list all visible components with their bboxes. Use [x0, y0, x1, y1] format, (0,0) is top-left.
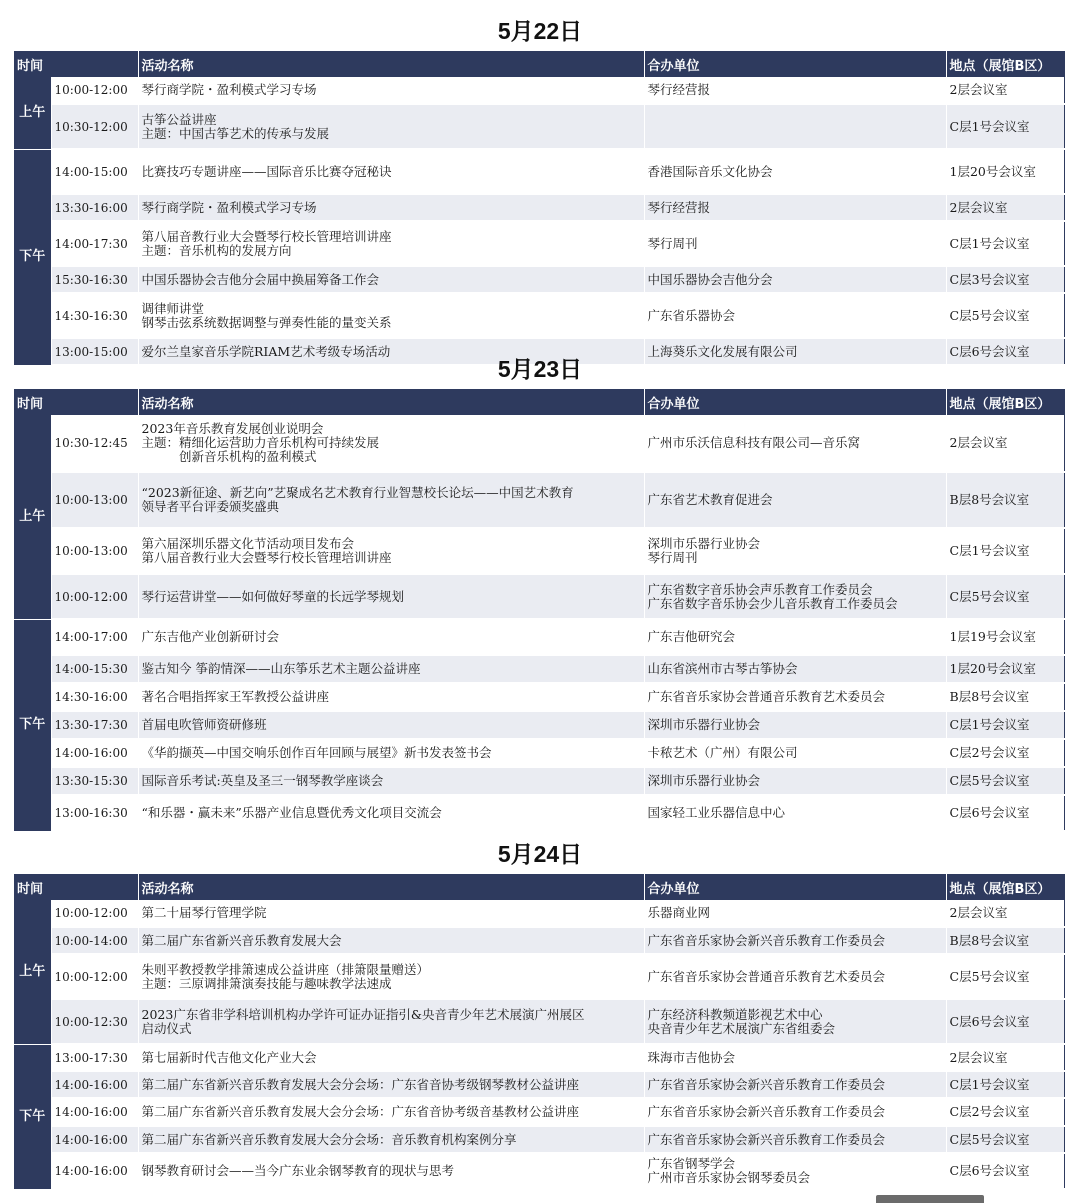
location-cell: C层2号会议室	[946, 739, 1064, 767]
location-cell: 2层会议室	[946, 194, 1064, 221]
table-row	[14, 293, 1064, 338]
activity-line: 琴行商学院・盈利模式学习专场	[141, 199, 317, 215]
organizer-line: 深圳市乐器行业协会	[647, 536, 761, 551]
activity-line: “和乐器・赢未来”乐器产业信息暨优秀文化项目交流会	[141, 805, 442, 820]
activity-line: 第八届音教行业大会暨琴行校长管理培训讲座	[141, 228, 392, 244]
organizer-cell	[644, 1044, 946, 1071]
organizer-line: 广东省音乐家协会普通音乐教育艺术委员会	[647, 968, 886, 984]
organizer-line: 广东省音乐家协会新兴音乐教育工作委员会	[647, 932, 886, 948]
activity-line: 比赛技巧专题讲座——国际音乐比赛夺冠秘诀	[141, 163, 392, 179]
organizer-cell	[644, 1126, 946, 1153]
table-row	[14, 954, 1064, 999]
organizer-cell	[644, 954, 946, 999]
organizer-cell	[644, 415, 946, 472]
location-cell: B层8号会议室	[946, 683, 1064, 711]
activity-line: “2023新征途、新艺向”艺聚成名艺术教育行业智慧校长论坛——中国艺术教育	[141, 485, 574, 500]
time-cell: 15:30-16:30	[51, 266, 138, 293]
organizer-line: 广州市音乐家协会钢琴委员会	[647, 1170, 811, 1185]
activity-cell	[138, 1126, 644, 1153]
activity-line: 第二届广东省新兴音乐教育发展大会分会场：音乐教育机构案例分享	[141, 1131, 517, 1147]
day-title-1: 5月22日	[497, 18, 583, 44]
activity-cell	[138, 711, 644, 739]
location-cell: C层6号会议室	[946, 795, 1064, 831]
header-location: 地点（展馆B区）	[946, 389, 1064, 415]
table-header-row	[14, 51, 1064, 77]
table-row	[14, 999, 1064, 1044]
location-cell: B层8号会议室	[946, 472, 1064, 528]
organizer-cell	[644, 999, 946, 1044]
period-label: 下午	[14, 149, 51, 365]
activity-cell	[138, 104, 644, 149]
organizer-line: 国家轻工业乐器信息中心	[647, 805, 786, 820]
table-row	[14, 739, 1064, 767]
organizer-cell	[644, 574, 946, 619]
header-activity: 活动名称	[138, 874, 644, 900]
organizer-line: 琴行经营报	[647, 82, 711, 97]
header-organizer: 合办单位	[644, 389, 946, 415]
organizer-line: 央音青少年艺术展演广东省组委会	[647, 1020, 836, 1036]
activity-line: 琴行商学院・盈利模式学习专场	[141, 82, 317, 97]
location-cell: C层1号会议室	[946, 711, 1064, 739]
period-label: 上午	[14, 415, 51, 619]
activity-cell	[138, 655, 644, 683]
table-row	[14, 900, 1064, 927]
time-cell: 13:00-16:30	[51, 795, 138, 831]
activity-cell	[138, 77, 644, 104]
header-time: 时间	[14, 874, 138, 900]
activity-line: 第二十届琴行管理学院	[141, 905, 267, 920]
table-row	[14, 221, 1064, 266]
time-cell: 14:30-16:30	[51, 293, 138, 338]
time-cell: 10:00-12:30	[51, 999, 138, 1044]
location-cell: C层1号会议室	[946, 221, 1064, 266]
organizer-cell	[644, 266, 946, 293]
organizer-line: 广东省钢琴学会	[647, 1156, 736, 1171]
activity-cell	[138, 293, 644, 338]
table-row	[14, 194, 1064, 221]
organizer-cell	[644, 1153, 946, 1189]
time-cell: 10:30-12:45	[51, 415, 138, 472]
activity-cell	[138, 739, 644, 767]
activity-cell	[138, 767, 644, 795]
organizer-line: 深圳市乐器行业协会	[647, 773, 761, 788]
time-cell: 10:00-12:00	[51, 574, 138, 619]
activity-line: 《华韵撷英—中国交响乐创作百年回顾与展望》新书发表签书会	[141, 745, 492, 760]
activity-cell	[138, 1153, 644, 1189]
activity-cell	[138, 1098, 644, 1126]
activity-cell	[138, 574, 644, 619]
organizer-cell	[644, 221, 946, 266]
time-cell: 10:00-13:00	[51, 472, 138, 528]
table-row	[14, 528, 1064, 574]
time-cell: 13:00-17:30	[51, 1044, 138, 1071]
time-cell: 13:30-17:30	[51, 711, 138, 739]
location-cell: B层8号会议室	[946, 927, 1064, 954]
activity-line: 国际音乐考试:英皇及圣三一钢琴教学座谈会	[141, 773, 384, 788]
activity-line: 第二届广东省新兴音乐教育发展大会	[141, 932, 342, 948]
organizer-cell	[644, 711, 946, 739]
location-cell: 1层19号会议室	[946, 619, 1064, 655]
activity-line: 中国乐器协会吉他分会届中换届筹备工作会	[141, 271, 380, 287]
organizer-line: 上海葵乐文化发展有限公司	[647, 343, 798, 359]
activity-cell	[138, 472, 644, 528]
location-cell: C层6号会议室	[946, 1153, 1064, 1189]
organizer-cell	[644, 927, 946, 954]
location-cell: C层1号会议室	[946, 1071, 1064, 1098]
header-location: 地点（展馆B区）	[946, 51, 1064, 77]
time-cell: 14:00-16:00	[51, 1098, 138, 1126]
location-cell: C层1号会议室	[946, 104, 1064, 149]
activity-line: 主题：三原调排箫演奏技能与趣味教学法速成	[141, 975, 392, 991]
activity-cell	[138, 900, 644, 927]
location-cell: 2层会议室	[946, 77, 1064, 104]
table-row	[14, 711, 1064, 739]
time-cell: 13:30-15:30	[51, 767, 138, 795]
time-cell: 10:00-13:00	[51, 528, 138, 574]
activity-cell	[138, 528, 644, 574]
organizer-line: 乐器商业网	[647, 905, 711, 920]
location-cell: C层5号会议室	[946, 1126, 1064, 1153]
activity-line: 爱尔兰皇家音乐学院RIAM艺术考级专场活动	[141, 343, 391, 359]
table-header-row	[14, 389, 1064, 415]
table-row	[14, 77, 1064, 104]
period-label: 上午	[14, 77, 51, 149]
activity-line: 琴行运营讲堂——如何做好琴童的长远学琴规划	[141, 588, 405, 604]
activity-cell	[138, 149, 644, 194]
organizer-line: 香港国际音乐文化协会	[647, 163, 773, 179]
organizer-line: 山东省滨州市古琴古筝协会	[647, 661, 798, 676]
activity-line: 钢琴击弦系统数据调整与弹奏性能的量变关系	[141, 314, 392, 330]
organizer-line: 琴行经营报	[647, 199, 711, 215]
location-cell: 2层会议室	[946, 900, 1064, 927]
activity-cell	[138, 266, 644, 293]
activity-cell	[138, 999, 644, 1044]
time-cell: 10:00-12:00	[51, 954, 138, 999]
header-time: 时间	[14, 389, 138, 415]
header-activity: 活动名称	[138, 389, 644, 415]
time-cell: 10:00-14:00	[51, 927, 138, 954]
table-row	[14, 1153, 1064, 1189]
time-cell: 14:00-16:00	[51, 1126, 138, 1153]
location-cell: C层2号会议室	[946, 1098, 1064, 1126]
organizer-line: 广东省音乐家协会新兴音乐教育工作委员会	[647, 1076, 886, 1092]
table-row	[14, 266, 1064, 293]
organizer-cell	[644, 104, 946, 149]
watermark-logo	[876, 1195, 984, 1203]
table-row	[14, 795, 1064, 831]
table-header-row	[14, 874, 1064, 900]
organizer-cell	[644, 795, 946, 831]
location-cell: C层6号会议室	[946, 999, 1064, 1044]
activity-line: 创新音乐机构的盈利模式	[141, 449, 317, 464]
activity-line: 钢琴教育研讨会——当今广东业余钢琴教育的现状与思考	[141, 1163, 455, 1178]
organizer-line: 广东省音乐家协会新兴音乐教育工作委员会	[647, 1104, 886, 1119]
organizer-line: 卡秾艺术（广州）有限公司	[647, 745, 798, 760]
activity-line: 古筝公益讲座	[141, 111, 217, 127]
activity-line: 主题：中国古筝艺术的传承与发展	[141, 125, 330, 141]
table-row	[14, 415, 1064, 472]
header-time: 时间	[14, 51, 138, 77]
activity-cell	[138, 194, 644, 221]
table-row	[14, 683, 1064, 711]
organizer-line: 广州市乐沃信息科技有限公司—音乐窝	[647, 435, 861, 450]
organizer-cell	[644, 655, 946, 683]
location-cell: C层5号会议室	[946, 574, 1064, 619]
organizer-line: 深圳市乐器行业协会	[647, 717, 761, 732]
day-title-3: 5月24日	[497, 841, 583, 867]
activity-line: 第六届深圳乐器文化节活动项目发布会	[141, 536, 355, 551]
location-cell: 2层会议室	[946, 415, 1064, 472]
location-cell: 2层会议室	[946, 1044, 1064, 1071]
table-row	[14, 149, 1064, 194]
organizer-cell	[644, 900, 946, 927]
activity-cell	[138, 1071, 644, 1098]
organizer-line: 广东经济科教频道影视艺术中心	[647, 1006, 823, 1022]
activity-line: 启动仪式	[141, 1020, 192, 1036]
time-cell: 14:00-15:30	[51, 655, 138, 683]
table-row	[14, 1071, 1064, 1098]
organizer-line: 珠海市吉他协会	[647, 1049, 736, 1065]
activity-line: 第七届新时代吉他文化产业大会	[141, 1049, 317, 1065]
location-cell: C层3号会议室	[946, 266, 1064, 293]
table-row	[14, 472, 1064, 528]
activity-line: 鉴古知今 筝韵情深——山东筝乐艺术主题公益讲座	[141, 661, 421, 676]
organizer-cell	[644, 293, 946, 338]
location-cell: C层5号会议室	[946, 954, 1064, 999]
table-row	[14, 655, 1064, 683]
time-cell: 14:00-17:30	[51, 221, 138, 266]
schedule-table-day-2	[14, 389, 1065, 832]
table-row	[14, 104, 1064, 149]
organizer-cell	[644, 472, 946, 528]
time-cell: 13:30-16:00	[51, 194, 138, 221]
location-cell: C层1号会议室	[946, 528, 1064, 574]
activity-line: 广东吉他产业创新研讨会	[141, 629, 280, 644]
activity-line: 领导者平台评委颁奖盛典	[141, 499, 280, 514]
activity-cell	[138, 927, 644, 954]
activity-cell	[138, 1044, 644, 1071]
period-label: 上午	[14, 900, 51, 1044]
time-cell: 10:00-12:00	[51, 900, 138, 927]
location-cell: 1层20号会议室	[946, 655, 1064, 683]
header-location: 地点（展馆B区）	[946, 874, 1064, 900]
table-row	[14, 574, 1064, 619]
activity-line: 主题：音乐机构的发展方向	[141, 242, 292, 258]
activity-cell	[138, 683, 644, 711]
organizer-line: 广东吉他研究会	[647, 629, 736, 644]
location-cell: C层5号会议室	[946, 293, 1064, 338]
day-title-2: 5月23日	[497, 356, 583, 382]
time-cell: 10:00-12:00	[51, 77, 138, 104]
time-cell: 14:00-16:00	[51, 1153, 138, 1189]
organizer-line: 广东省数字音乐协会声乐教育工作委员会	[647, 581, 873, 597]
table-row	[14, 927, 1064, 954]
organizer-cell	[644, 739, 946, 767]
organizer-line: 琴行周刊	[647, 550, 698, 565]
location-cell: 1层20号会议室	[946, 149, 1064, 194]
organizer-line: 琴行周刊	[647, 235, 698, 251]
organizer-line: 广东省数字音乐协会少儿音乐教育工作委员会	[647, 595, 898, 611]
activity-cell	[138, 415, 644, 472]
organizer-line: 广东省音乐家协会新兴音乐教育工作委员会	[647, 1131, 886, 1147]
activity-line: 第二届广东省新兴音乐教育发展大会分会场：广东省音协考级钢琴教材公益讲座	[141, 1076, 580, 1092]
header-organizer: 合办单位	[644, 874, 946, 900]
activity-line: 著名合唱指挥家王军教授公益讲座	[141, 689, 330, 704]
activity-line: 主题：精细化运营助力音乐机构可持续发展	[141, 435, 380, 450]
time-cell: 14:00-15:00	[51, 149, 138, 194]
activity-line: 首届电吹管师资研修班	[141, 717, 267, 732]
time-cell: 14:00-16:00	[51, 739, 138, 767]
table-row	[14, 619, 1064, 655]
organizer-cell	[644, 683, 946, 711]
table-row	[14, 1044, 1064, 1071]
schedule-table-day-3	[14, 874, 1065, 1190]
organizer-cell	[644, 1098, 946, 1126]
activity-line: 2023年音乐教育发展创业说明会	[141, 421, 324, 436]
table-row	[14, 1098, 1064, 1126]
activity-cell	[138, 221, 644, 266]
period-label: 下午	[14, 1044, 51, 1189]
location-cell: C层6号会议室	[946, 338, 1064, 365]
organizer-line: 中国乐器协会吉他分会	[647, 271, 773, 287]
organizer-cell	[644, 77, 946, 104]
activity-line: 第二届广东省新兴音乐教育发展大会分会场：广东省音协考级音基教材公益讲座	[141, 1104, 580, 1119]
organizer-line: 广东省艺术教育促进会	[647, 492, 773, 507]
organizer-cell	[644, 149, 946, 194]
activity-line: 2023广东省非学科培训机构办学许可证办证指引&央音青少年艺术展演广州展区	[141, 1006, 585, 1022]
table-row	[14, 1126, 1064, 1153]
time-cell: 13:00-15:00	[51, 338, 138, 365]
activity-cell	[138, 954, 644, 999]
time-cell: 14:30-16:00	[51, 683, 138, 711]
organizer-cell	[644, 1071, 946, 1098]
activity-cell	[138, 795, 644, 831]
organizer-line: 广东省音乐家协会普通音乐教育艺术委员会	[647, 689, 886, 704]
header-activity: 活动名称	[138, 51, 644, 77]
organizer-cell	[644, 619, 946, 655]
activity-cell	[138, 619, 644, 655]
schedule-table-day-1	[14, 51, 1065, 366]
table-row	[14, 767, 1064, 795]
activity-line: 朱则平教授教学排箫速成公益讲座（排箫限量赠送）	[141, 961, 430, 977]
organizer-cell	[644, 767, 946, 795]
organizer-cell	[644, 528, 946, 574]
location-cell: C层5号会议室	[946, 767, 1064, 795]
activity-line: 第八届音教行业大会暨琴行校长管理培训讲座	[141, 550, 392, 565]
time-cell: 10:30-12:00	[51, 104, 138, 149]
time-cell: 14:00-16:00	[51, 1071, 138, 1098]
organizer-line: 广东省乐器协会	[647, 307, 736, 323]
period-label: 下午	[14, 619, 51, 831]
activity-line: 调律师讲堂	[141, 300, 205, 316]
organizer-cell	[644, 194, 946, 221]
header-organizer: 合办单位	[644, 51, 946, 77]
time-cell: 14:00-17:00	[51, 619, 138, 655]
